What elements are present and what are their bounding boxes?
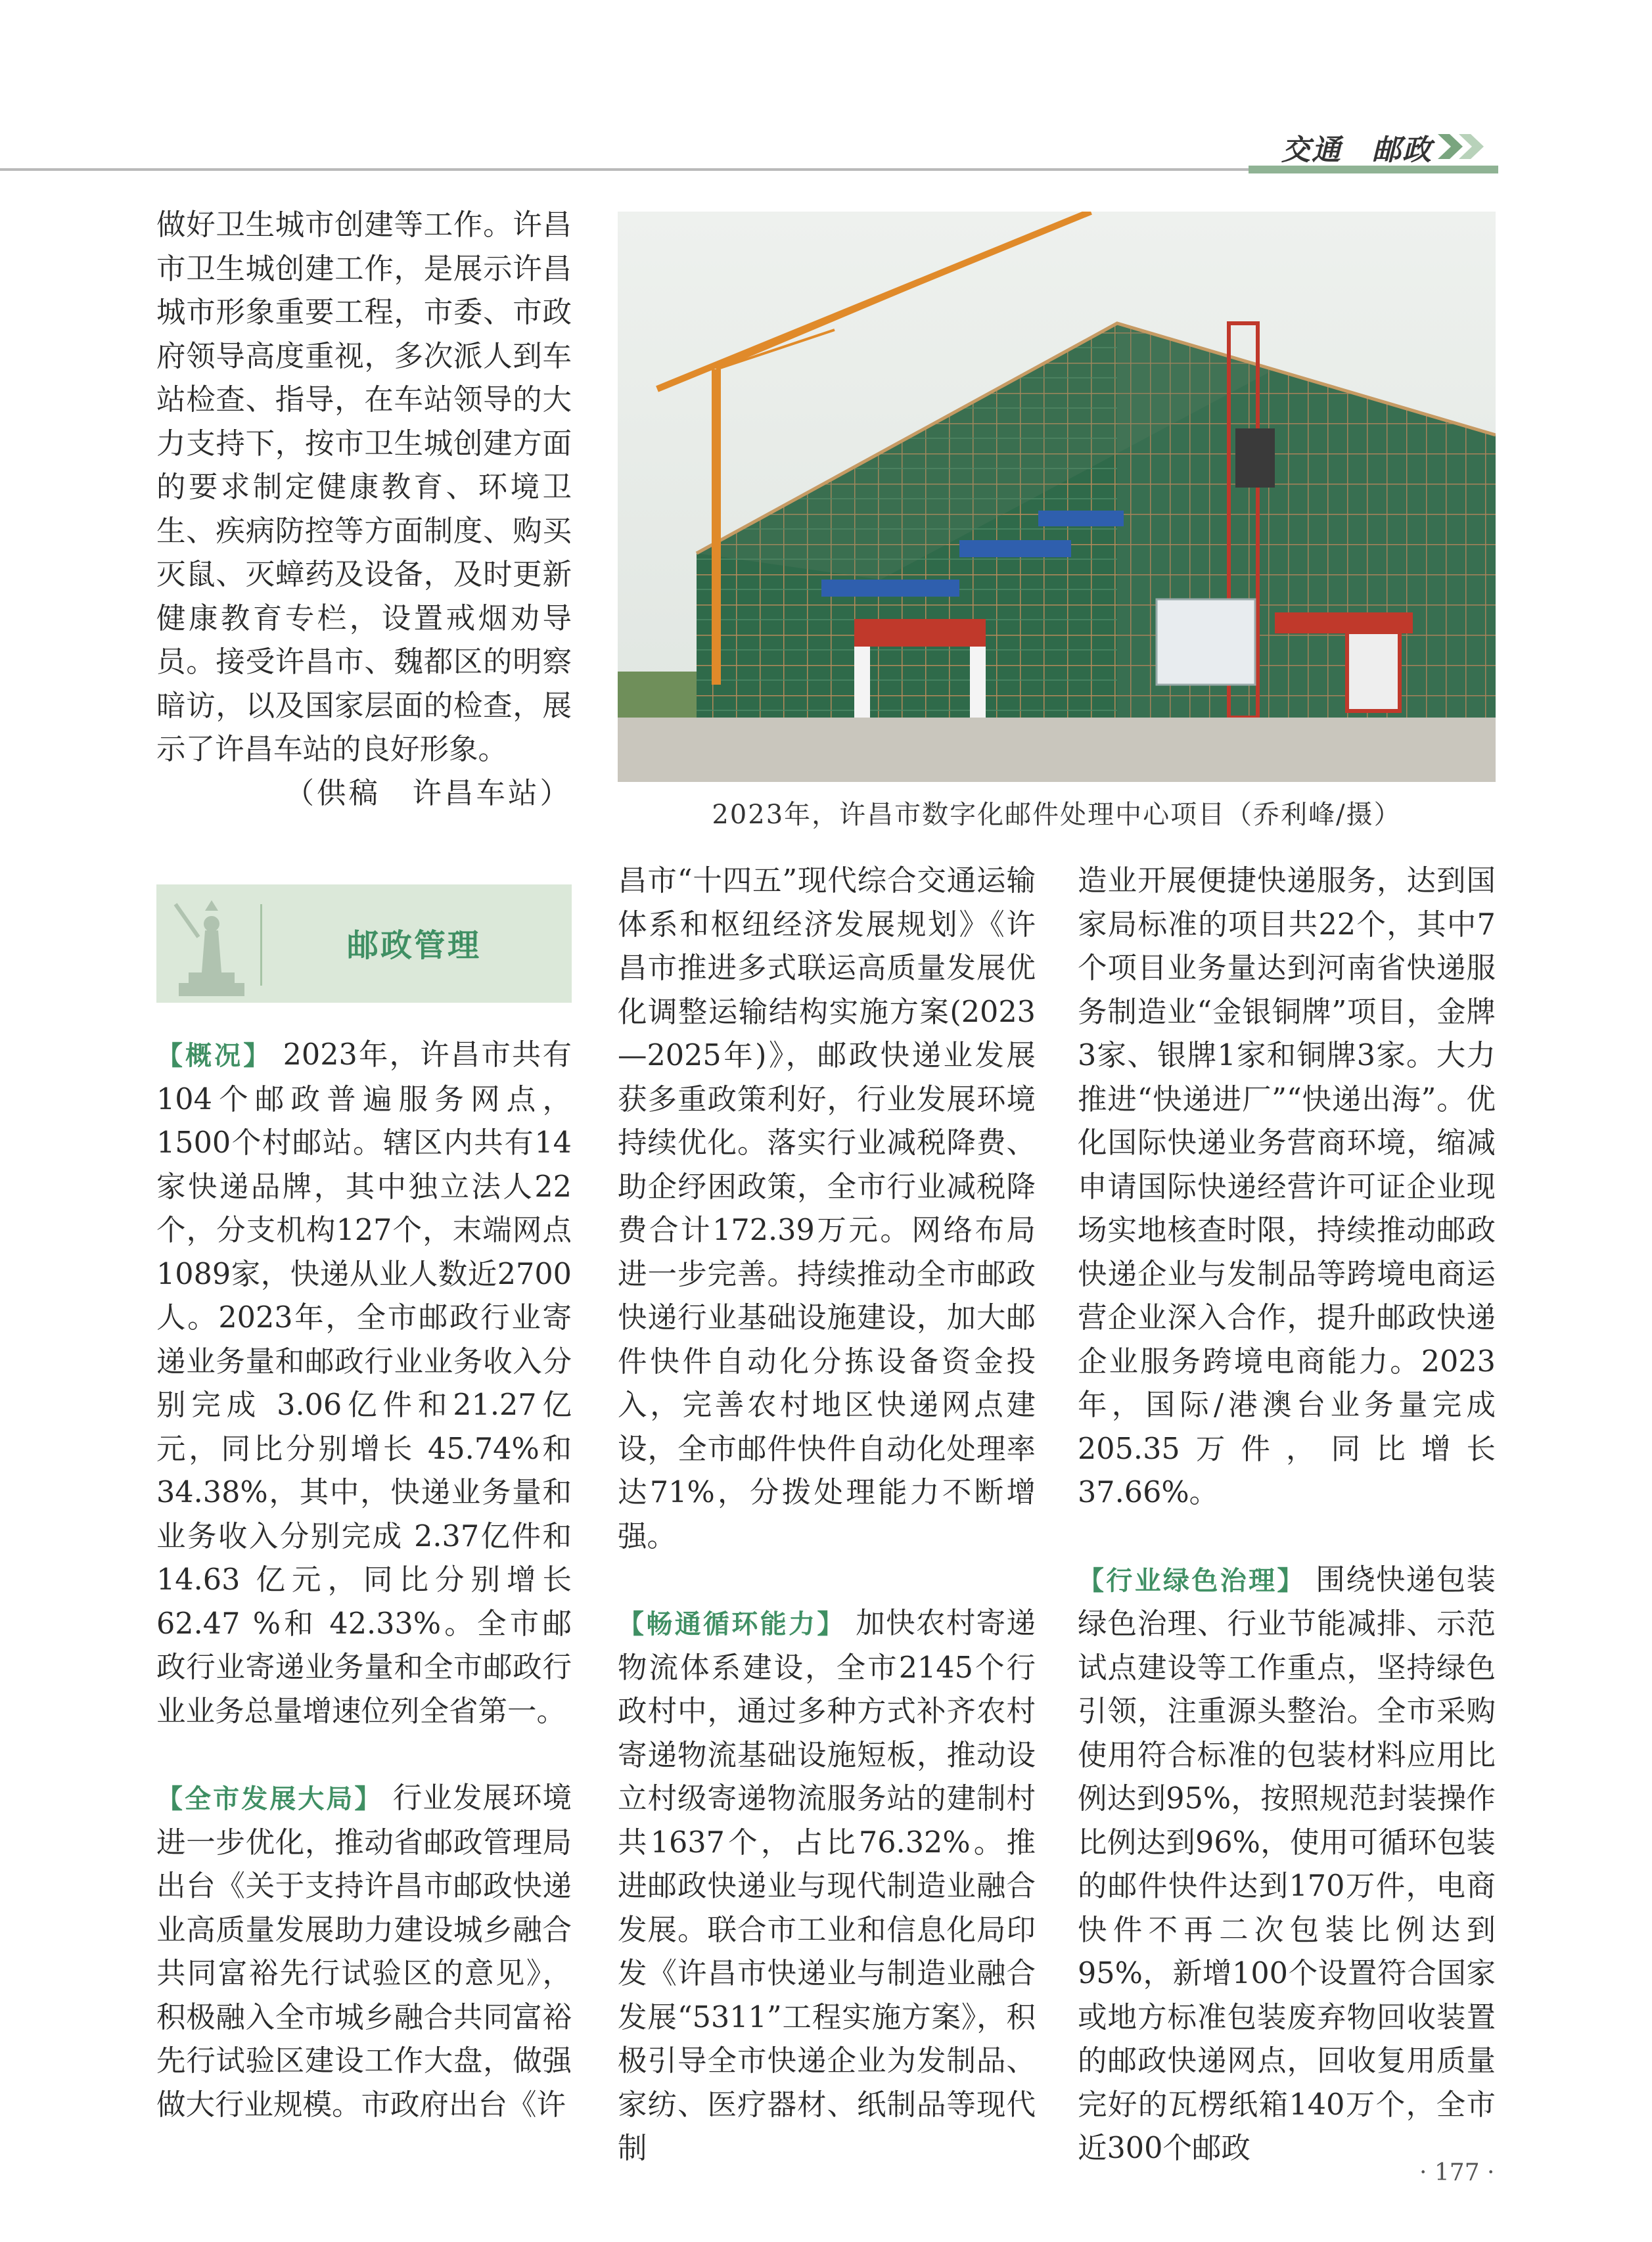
overview-paragraph — [156, 1034, 572, 1733]
station-credit: （供稿 许昌车站） — [285, 776, 572, 810]
development-text-left: 行业发展环境进一步优化，推动省邮政管理局出台《关于支持许昌市邮政快递业高质量发展助力建设城乡融合共同富裕先行试验区的意见》，积极融入全市城乡融合共同富裕先行试验区建设工作大盘，做强做大行业规模。市政府出台《许 — [156, 1781, 572, 2122]
construction-site-illustration — [618, 212, 1496, 782]
overview-text: 2023年，许昌市共有104个邮政普遍服务网点，1500个村邮站。辖区内共有14家快递品牌，其中独立法人22个，分支机构127个，末端网点1089家，快递从业人数近2700人。2023年，全市邮政行业寄递业务量和邮政行业业务收入分别完成 3.06亿件和21.27亿元，同比分别增长 45.74%和34.38%，其中，快递业务量和业务收入分别完成 2.37亿件和14.63 亿元，同比分别增长62.47 %和 42.33%。全市邮政行业寄递业务量和全市邮政行业业务总量增速位列全省第一。 — [156, 1038, 572, 1728]
green-keyword: 【行业绿色治理】 — [1078, 1565, 1306, 1596]
section-title: 邮政管理 — [346, 927, 481, 964]
development-paragraph — [156, 1777, 572, 2127]
section-divider — [260, 904, 262, 986]
development-text-mid: 昌市“十四五”现代综合交通运输体系和枢纽经济发展规划》《许昌市推进多式联运高质量发展优化调整运输结构实施方案(2023—2025年)》，邮政快递业发展获多重政策利好，行业发展环境持续优化。落实行业减税降费、助企纾困政策，全市行业减税降费合计172.39万元。网络布局进一步完善。持续推动全市邮政快递行业基础设施建设，加大邮件快件自动化分拣设备资金投入，完善农村地区快递网点建设，全市邮件快件自动化处理率达71%，分拨处理能力不断增强。 — [618, 864, 1036, 1553]
photo-caption: 2023年，许昌市数字化邮件处理中心项目（乔利峰/摄） — [712, 800, 1402, 830]
top-left-column — [156, 204, 572, 815]
circulation-text-right: 造业开展便捷快递服务，达到国家局标准的项目共22个，其中7个项目业务量达到河南省快递服务制造业“金银铜牌”项目，金牌3家、银牌1家和铜牌3家。大力推进“快递进厂”“快递出海”。优化国际快递业务营商环境，缩减申请国际快递经营许可证企业现场实地核查时限，持续推动邮政快递企业与发制品等跨境电商运营企业深入合作，提升邮政快递企业服务跨境电商能力。2023年，国际/港澳台业务量完成205.35万件，同比增长37.66%。 — [1078, 864, 1496, 1509]
middle-column — [618, 859, 1036, 2171]
station-paragraph: 做好卫生城市创建等工作。许昌市卫生城创建工作，是展示许昌城市形象重要工程，市委、市政府领导高度重视，多次派人到车站检查、指导，在车站领导的大力支持下，按市卫生城创建方面的要求制定健康教育、环境卫生、疾病防控等方面制度、购买灭鼠、灭蟑药及设备，及时更新健康教育专栏，设置戒烟劝导员。接受许昌市、魏都区的明察暗访，以及国家层面的检查，展示了许昌车站的良好形象。 — [156, 208, 572, 766]
overview-keyword: 【概况】 — [156, 1041, 273, 1071]
header-section-title: 交通 邮政 — [1281, 133, 1433, 167]
green-paragraph — [1078, 1559, 1496, 2171]
statue-icon — [166, 891, 258, 1000]
green-text: 围绕快递包装绿色治理、行业节能减排、示范试点建设等工作重点，坚持绿色引领，注重源头整治。全市采购使用符合标准的包装材料应用比例达到95%，按照规范封装操作比例达到96%，使用可循环包装的邮件快件达到170万件，电商快件不再二次包装比例达到95%，新增100个设置符合国家或地方标准包装废弃物回收装置的邮政快递网点，回收复用质量完好的瓦楞纸箱140万个，全市近300个邮政 — [1078, 1563, 1496, 2165]
right-column — [1078, 859, 1496, 2171]
development-keyword: 【全市发展大局】 — [156, 1784, 383, 1814]
circulation-paragraph — [618, 1602, 1036, 2171]
circulation-text-mid: 加快农村寄递物流体系建设，全市2145个行政村中，通过多种方式补齐农村寄递物流基础设施短板，推动设立村级寄递物流服务站的建制村共1637个，占比76.32%。推进邮政快递业与现代制造业融合发展。联合市工业和信息化局印发《许昌市快递业与制造业融合发展“5311”工程实施方案》，积极引导全市快递企业为发制品、家纺、医疗器材、纸制品等现代制 — [618, 1607, 1036, 2165]
double-chevron-right-icon — [1436, 133, 1489, 160]
left-column — [156, 1034, 572, 2127]
construction-site-photo — [618, 212, 1496, 782]
page-number: · 177 · — [1419, 2159, 1495, 2186]
circulation-keyword: 【畅通循环能力】 — [618, 1609, 846, 1639]
